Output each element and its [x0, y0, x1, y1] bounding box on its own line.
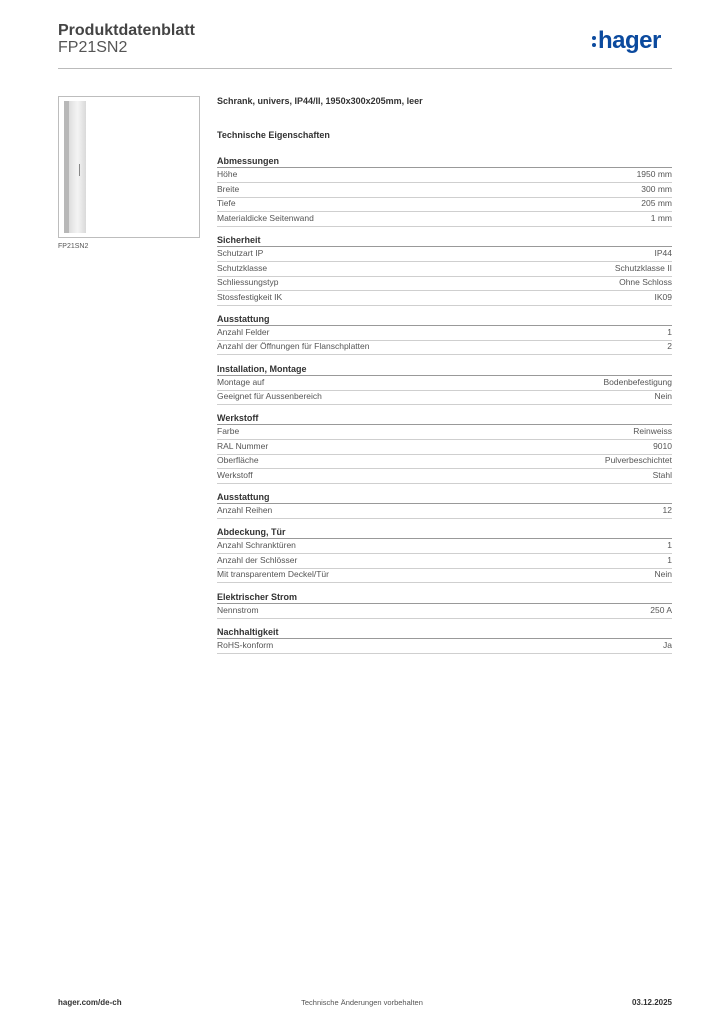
spec-value: 250 A — [650, 604, 672, 615]
spec-row — [217, 276, 672, 291]
spec-row — [217, 197, 672, 212]
spec-label: Mit transparentem Deckel/Tür — [217, 569, 329, 580]
spec-row — [217, 262, 672, 277]
footer-date: 03.12.2025 — [631, 998, 672, 1007]
spec-value: Ohne Schloss — [619, 277, 672, 288]
spec-label: Anzahl Felder — [217, 326, 270, 337]
header-divider — [58, 68, 672, 69]
spec-label: RoHS-konform — [217, 639, 274, 650]
section-title: Nachhaltigkeit — [217, 626, 279, 637]
product-description: Schrank, univers, IP44/II, 1950x300x205mm, leer — [217, 96, 423, 106]
spec-label: Schutzart IP — [217, 247, 264, 258]
spec-value: IP44 — [654, 247, 672, 258]
spec-row — [217, 639, 672, 654]
hager-logo — [592, 27, 661, 55]
section-title: Ausstattung — [217, 492, 270, 503]
spec-row — [217, 340, 672, 355]
spec-row — [217, 469, 672, 484]
product-code: FP21SN2 — [58, 39, 128, 56]
spec-label: Höhe — [217, 169, 238, 179]
spec-value: 1 — [667, 554, 672, 565]
image-caption: FP21SN2 — [58, 243, 89, 250]
spec-value: Nein — [654, 391, 672, 402]
spec-value: 1 mm — [650, 212, 672, 223]
spec-row — [217, 604, 672, 619]
cabinet-handle — [79, 164, 80, 176]
spec-label: Farbe — [217, 426, 240, 437]
spec-row — [217, 390, 672, 405]
spec-row — [217, 554, 672, 569]
spec-row — [217, 291, 672, 306]
spec-row — [217, 183, 672, 198]
spec-value: Nein — [654, 569, 672, 580]
spec-label: Breite — [217, 183, 240, 194]
spec-label: Tiefe — [217, 198, 236, 209]
section-title: Werkstoff — [217, 413, 259, 424]
spec-label: Schliessungstyp — [217, 277, 279, 288]
spec-row — [217, 454, 672, 469]
spec-row — [217, 247, 672, 262]
spec-value: 300 mm — [641, 183, 672, 194]
footer-website: hager.com/de-ch — [58, 998, 122, 1007]
spec-row — [217, 539, 672, 554]
spec-value: Reinweiss — [633, 426, 672, 437]
technical-properties-title: Technische Eigenschaften — [217, 130, 330, 140]
spec-label: Anzahl Schranktüren — [217, 540, 296, 551]
spec-value: Bodenbefestigung — [603, 376, 672, 387]
spec-value: Stahl — [652, 470, 672, 480]
spec-value: 205 mm — [641, 198, 672, 209]
spec-value: 1 — [667, 540, 672, 551]
logo-dots-icon — [592, 36, 596, 47]
page-title: Produktdatenblatt — [58, 22, 195, 39]
spec-label: Geeignet für Aussenbereich — [217, 391, 322, 402]
cabinet-side-shading — [64, 101, 69, 233]
spec-label: RAL Nummer — [217, 440, 269, 451]
spec-row — [217, 568, 672, 583]
spec-row — [217, 376, 672, 391]
section-title: Abdeckung, Tür — [217, 527, 286, 538]
spec-label: Werkstoff — [217, 470, 253, 480]
spec-value: 12 — [662, 505, 672, 516]
spec-label: Nennstrom — [217, 604, 259, 615]
spec-value: 2 — [667, 341, 672, 352]
spec-row — [217, 326, 672, 341]
spec-label: Materialdicke Seitenwand — [217, 212, 314, 223]
spec-value: 1 — [667, 326, 672, 337]
spec-label: Montage auf — [217, 376, 265, 387]
spec-label: Anzahl der Öffnungen für Flanschplatten — [217, 341, 370, 352]
spec-row — [217, 504, 672, 519]
spec-value: 1950 mm — [636, 169, 672, 179]
spec-label: Anzahl der Schlösser — [217, 554, 298, 565]
spec-row — [217, 168, 672, 183]
spec-value: 9010 — [653, 440, 672, 451]
section-title: Abmessungen — [217, 156, 280, 166]
spec-label: Oberfläche — [217, 455, 259, 466]
spec-label: Anzahl Reihen — [217, 505, 273, 516]
spec-value: Schutzklasse II — [614, 262, 672, 273]
section-title: Elektrischer Strom — [217, 591, 298, 602]
spec-label: Schutzklasse — [217, 262, 268, 273]
spec-value: Pulverbeschichtet — [604, 455, 672, 466]
spec-label: Stossfestigkeit IK — [217, 291, 283, 302]
footer-notice: Technische Änderungen vorbehalten — [301, 998, 423, 1007]
spec-row — [217, 212, 672, 227]
spec-row — [217, 425, 672, 440]
spec-value: Ja — [663, 639, 672, 650]
logo-text: hager — [598, 27, 661, 54]
section-title: Sicherheit — [217, 234, 261, 245]
section-title: Ausstattung — [217, 313, 270, 324]
spec-row — [217, 440, 672, 455]
spec-value: IK09 — [654, 291, 672, 302]
section-title: Installation, Montage — [217, 363, 307, 374]
